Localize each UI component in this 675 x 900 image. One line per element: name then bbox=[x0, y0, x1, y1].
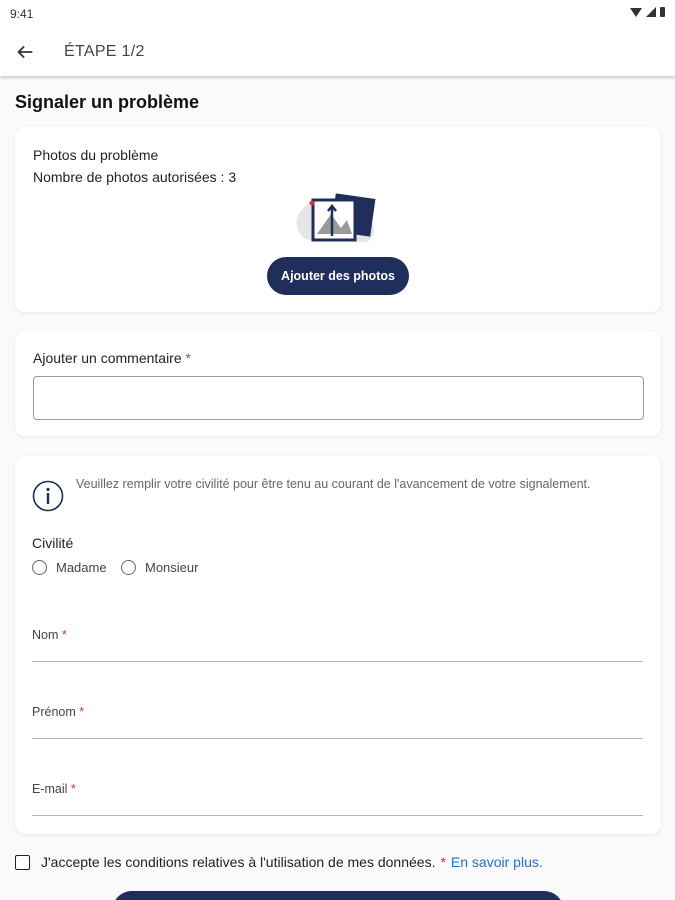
signal-icon bbox=[646, 7, 656, 17]
status-bar bbox=[0, 0, 675, 28]
comment-label-text: Ajouter un commentaire bbox=[33, 350, 182, 366]
required-mark: * bbox=[79, 705, 85, 719]
required-mark: * bbox=[61, 628, 67, 642]
status-time: 9:41 bbox=[10, 7, 34, 21]
comment-input[interactable] bbox=[33, 376, 644, 420]
radio-madame[interactable] bbox=[32, 560, 107, 575]
radio-circle[interactable] bbox=[121, 560, 136, 575]
info-icon bbox=[32, 480, 64, 512]
radio-madame-label: Madame bbox=[56, 560, 107, 575]
photos-illustration-icon bbox=[295, 190, 377, 252]
radio-monsieur-label: Monsieur bbox=[145, 560, 199, 575]
identity-card bbox=[15, 456, 661, 834]
required-mark: * bbox=[70, 782, 76, 796]
consent-text: J'accepte les conditions relatives à l'utilisation de mes données. bbox=[41, 854, 436, 870]
civility-label: Civilité bbox=[32, 535, 74, 551]
info-text: Veuillez remplir votre civilité pour être tenu au courant de l'avancement de votre signalement. bbox=[76, 477, 591, 491]
nom-label-text: Nom bbox=[32, 628, 59, 642]
prenom-label-text: Prénom bbox=[32, 705, 76, 719]
nom-label bbox=[32, 628, 67, 642]
app-bar bbox=[0, 28, 675, 76]
prenom-label bbox=[32, 705, 84, 719]
back-arrow-icon[interactable] bbox=[14, 41, 36, 63]
photos-card bbox=[15, 127, 661, 312]
photos-title: Photos du problème bbox=[33, 147, 159, 163]
required-mark: * bbox=[185, 350, 191, 366]
email-field[interactable] bbox=[32, 774, 643, 816]
email-label-text: E-mail bbox=[32, 782, 68, 796]
radio-monsieur[interactable] bbox=[121, 560, 198, 575]
email-label bbox=[32, 782, 76, 796]
learn-more-link[interactable]: En savoir plus. bbox=[450, 854, 543, 870]
consent-checkbox[interactable] bbox=[15, 855, 30, 870]
radio-circle[interactable] bbox=[32, 560, 47, 575]
battery-icon bbox=[660, 7, 665, 17]
prenom-field[interactable] bbox=[32, 697, 643, 739]
wifi-icon bbox=[630, 8, 642, 17]
next-button[interactable] bbox=[112, 891, 564, 900]
step-title: ÉTAPE 1/2 bbox=[64, 43, 145, 60]
comment-card bbox=[15, 331, 661, 436]
nom-field[interactable] bbox=[32, 620, 643, 662]
consent-row bbox=[15, 854, 543, 870]
page-heading: Signaler un problème bbox=[15, 92, 200, 112]
photos-limit-text: Nombre de photos autorisées : 3 bbox=[33, 169, 237, 185]
add-photos-button[interactable]: Ajouter des photos bbox=[267, 257, 409, 295]
status-icons bbox=[630, 7, 665, 17]
required-mark: * bbox=[440, 854, 446, 870]
comment-label bbox=[33, 350, 191, 366]
